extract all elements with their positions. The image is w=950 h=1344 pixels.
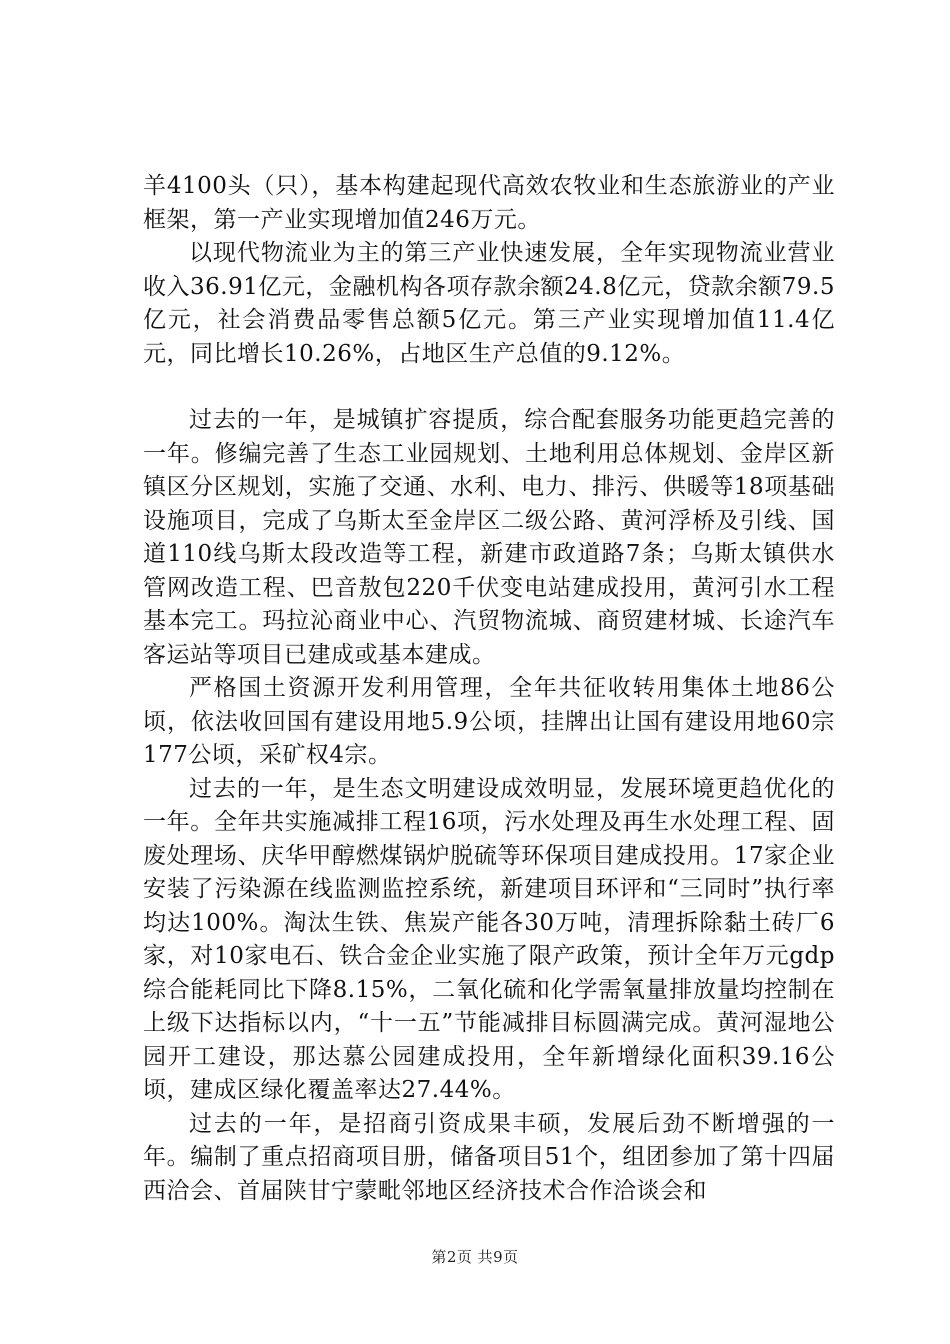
paragraph-ecological-civilization: 过去的一年，是生态文明建设成效明显，发展环境更趋优化的一年。全年共实施减排工程16项，污水处理及再生水处理工程、固废处理场、庆华甲醇燃煤锅炉脱硫等环保项目建成投用。17家企业安装了污染源在线监测监控系统，新建项目环评和“三同时”执行率均达100%。淘汰生铁、焦炭产能各30万吨，清理拆除黏土砖厂6家，对10家电石、铁合金企业实施了限产政策，预计全年万元gdp综合能耗同比下降8.15%，二氧化硫和化学需氧量排放量均控制在上级下达指标以内，“十一五”节能减排目标圆满完成。黄河湿地公园开工建设，那达慕公园建成投用，全年新增绿化面积39.16公顷，建成区绿化覆盖率达27.44%。 (143, 775, 835, 1103)
page-number: 第2页 共9页 (431, 1248, 519, 1266)
paragraph-investment-attraction: 过去的一年，是招商引资成果丰硕，发展后劲不断增强的一年。编制了重点招商项目册，储备项目51个，组团参加了第十四届西洽会、首届陕甘宁蒙毗邻地区经济技术合作洽谈会和 (143, 1110, 835, 1204)
paragraph-land-management: 严格国土资源开发利用管理，全年共征收转用集体土地86公顷，依法收回国有建设用地5.9公顷，挂牌出让国有建设用地60宗177公顷，采矿权4宗。 (143, 675, 835, 768)
paragraph-continuation: 羊4100头（只），基本构建起现代高效农牧业和生态旅游业的产业框架，第一产业实现增加值246万元。 (143, 173, 835, 233)
document-body (143, 170, 835, 1208)
paragraph-urban-expansion: 过去的一年，是城镇扩容提质，综合配套服务功能更趋完善的一年。修编完善了生态工业园规划、土地利用总体规划、金岸区新镇区分区规划，实施了交通、水利、电力、排污、供暖等18项基础设施项目，完成了乌斯太至金岸区二级公路、黄河浮桥及引线、国道110线乌斯太段改造等工程，新建市政道路7条；乌斯太镇供水管网改造工程、巴音敖包220千伏变电站建成投用，黄河引水工程基本完工。玛拉沁商业中心、汽贸物流城、商贸建材城、长途汽车客运站等项目已建成或基本建成。 (143, 407, 835, 668)
paragraph-tertiary-industry: 以现代物流业为主的第三产业快速发展，全年实现物流业营业收入36.91亿元，金融机构各项存款余额24.8亿元，贷款余额79.5亿元，社会消费品零售总额5亿元。第三产业实现增加值11.4亿元，同比增长10.26%，占地区生产总值的9.12%。 (143, 240, 835, 367)
